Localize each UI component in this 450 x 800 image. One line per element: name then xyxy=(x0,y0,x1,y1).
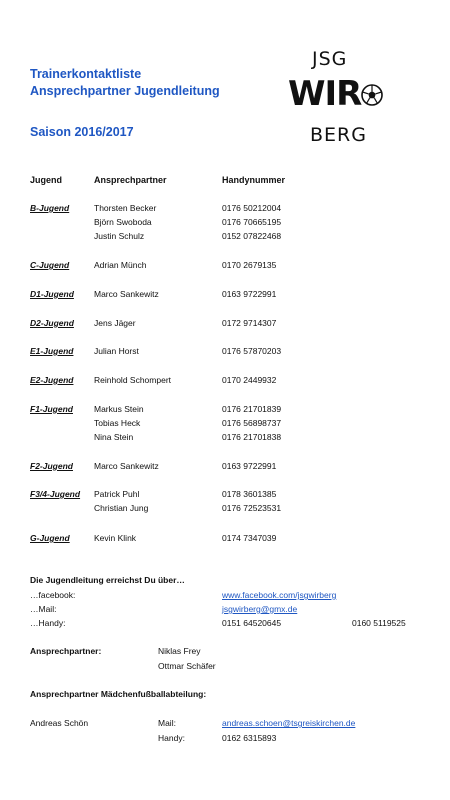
team-label: E1-Jugend xyxy=(30,346,74,356)
girls-heading: Ansprechpartner Mädchenfußballabteilung: xyxy=(30,689,207,699)
girls-mail-link[interactable]: andreas.schoen@tsgreiskirchen.de xyxy=(222,718,356,728)
facebook-label: …facebook: xyxy=(30,590,76,600)
contact-person: Niklas Frey xyxy=(158,646,201,656)
mail-link[interactable]: jsgwirberg@gmx.de xyxy=(222,604,298,614)
contact-name: Adrian Münch xyxy=(94,260,147,270)
contact-name: Julian Horst xyxy=(94,346,139,356)
contact-phone: 0176 50212004 xyxy=(222,203,282,213)
logo-main-text: WIR xyxy=(288,74,362,114)
club-logo xyxy=(282,46,402,156)
contact-phone: 0178 3601385 xyxy=(222,489,277,499)
contact-name: Jens Jäger xyxy=(94,318,136,328)
team-label: B-Jugend xyxy=(30,203,70,213)
column-header-contact: Ansprechpartner xyxy=(94,175,167,185)
column-header-phone: Handynummer xyxy=(222,175,286,185)
team-label: D1-Jugend xyxy=(30,289,74,299)
team-label: F3/4-Jugend xyxy=(30,489,81,499)
girls-handy-number: 0162 6315893 xyxy=(222,733,277,743)
contact-name: Nina Stein xyxy=(94,432,134,442)
contact-phone: 0163 9722991 xyxy=(222,289,277,299)
team-label: D2-Jugend xyxy=(30,318,74,328)
contact-name: Patrick Puhl xyxy=(94,489,140,499)
girls-mail-label: Mail: xyxy=(158,718,176,728)
contact-phone: 0176 72523531 xyxy=(222,503,282,513)
handy-label: …Handy: xyxy=(30,618,66,628)
contact-name: Thorsten Becker xyxy=(94,203,157,213)
contact-phone: 0176 57870203 xyxy=(222,346,282,356)
contact-name: Justin Schulz xyxy=(94,231,145,241)
document-title: Trainerkontaktliste xyxy=(30,67,142,81)
facebook-link[interactable]: www.facebook.com/jsgwirberg xyxy=(222,590,337,600)
contact-name: Kevin Klink xyxy=(94,533,137,543)
contact-name: Reinhold Schompert xyxy=(94,375,172,385)
contact-phone: 0176 21701838 xyxy=(222,432,282,442)
handy-number-2: 0160 5119525 xyxy=(352,618,406,628)
football-icon xyxy=(361,84,383,106)
girls-contact-name: Andreas Schön xyxy=(30,718,89,728)
team-label: F1-Jugend xyxy=(30,404,73,414)
contact-name: Marco Sankewitz xyxy=(94,461,159,471)
contact-name: Markus Stein xyxy=(94,404,144,414)
team-label: G-Jugend xyxy=(30,533,70,543)
contact-name: Marco Sankewitz xyxy=(94,289,159,299)
contact-phone: 0176 21701839 xyxy=(222,404,282,414)
contact-phone: 0170 2679135 xyxy=(222,260,277,270)
reach-heading: Die Jugendleitung erreichst Du über… xyxy=(30,575,185,585)
contact-name: Christian Jung xyxy=(94,503,149,513)
contact-phone: 0176 56898737 xyxy=(222,418,282,428)
logo-bottom-text: BERG xyxy=(310,124,367,146)
contact-phone: 0176 70665195 xyxy=(222,217,282,227)
contact-name: Björn Swoboda xyxy=(94,217,152,227)
document-subtitle: Ansprechpartner Jugendleitung xyxy=(30,84,220,98)
contact-phone: 0170 2449932 xyxy=(222,375,277,385)
team-label: C-Jugend xyxy=(30,260,70,270)
contact-phone: 0174 7347039 xyxy=(222,533,277,543)
contact-person: Ottmar Schäfer xyxy=(158,661,216,671)
contact-phone: 0163 9722991 xyxy=(222,461,277,471)
girls-handy-label: Handy: xyxy=(158,733,185,743)
handy-number-1: 0151 64520645 xyxy=(222,618,282,628)
logo-top-text: JSG xyxy=(312,48,348,70)
season-label: Saison 2016/2017 xyxy=(30,125,134,139)
team-label: F2-Jugend xyxy=(30,461,73,471)
team-label: E2-Jugend xyxy=(30,375,74,385)
column-header-team: Jugend xyxy=(30,175,63,185)
contact-label: Ansprechpartner: xyxy=(30,646,102,656)
contact-phone: 0152 07822468 xyxy=(222,231,282,241)
contact-phone: 0172 9714307 xyxy=(222,318,277,328)
contact-name: Tobias Heck xyxy=(94,418,141,428)
mail-label: …Mail: xyxy=(30,604,57,614)
